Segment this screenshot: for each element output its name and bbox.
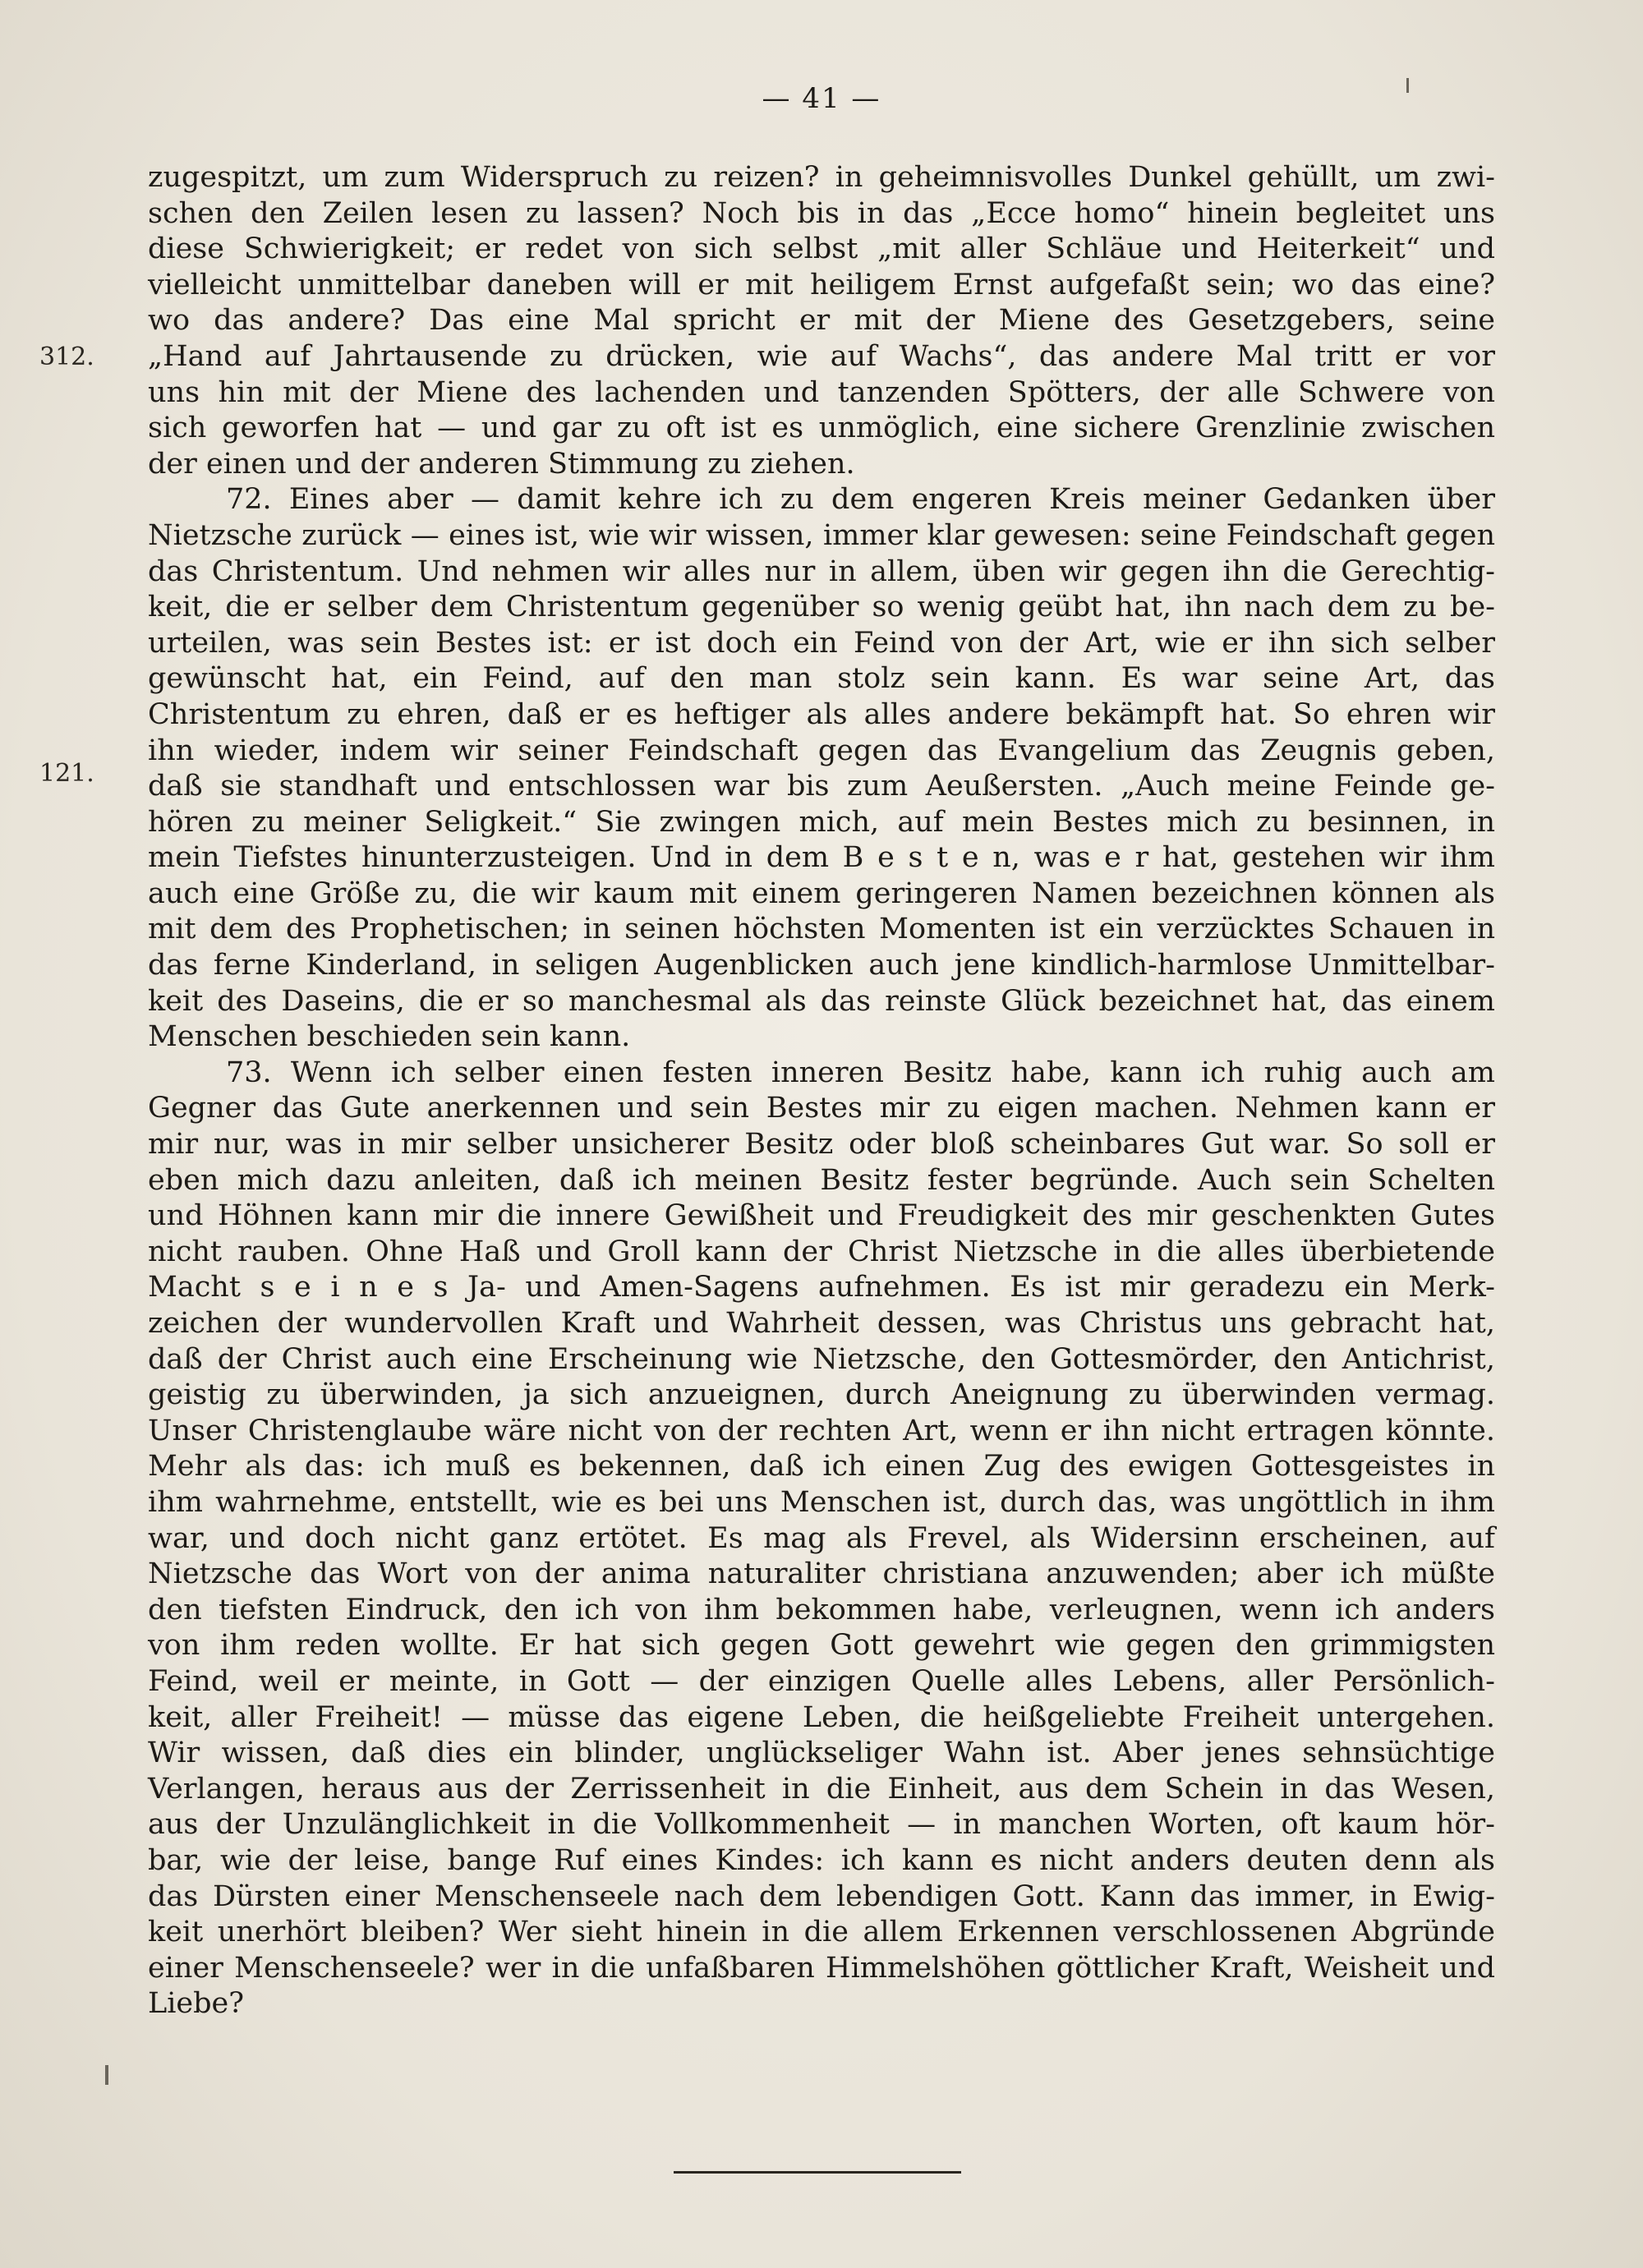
text-line: von ihm reden wollte. Er hat sich gegen Gott gewehrt wie gegen den grimmigsten xyxy=(148,1629,1495,1663)
text-line: daß sie standhaft und entschlossen war bis zum Aeußersten. „Auch meine Feinde ge- xyxy=(148,770,1495,803)
text-line: war, und doch nicht ganz ertötet. Es mag als Frevel, als Widersinn erscheinen, auf xyxy=(148,1521,1495,1555)
text-line: vielleicht unmittelbar daneben will er mit heiligem Ernst aufgefaßt sein; wo das eine? xyxy=(148,268,1495,301)
text-line: daß der Christ auch eine Erscheinung wie Nietzsche, den Gottesmörder, den Antichrist, xyxy=(148,1342,1495,1376)
text-line: Mehr als das: ich muß es bekennen, daß ich einen Zug des ewigen Gottesgeistes in xyxy=(148,1450,1495,1484)
text-line: Wir wissen, daß dies ein blinder, unglückseliger Wahn ist. Aber jenes sehnsüchtige xyxy=(148,1737,1495,1770)
page-mark xyxy=(105,2065,108,2085)
text-line: Christentum zu ehren, daß er es heftiger als alles andere bekämpft hat. So ehren wir xyxy=(148,697,1495,731)
text-line: Menschen beschieden sein kann. xyxy=(148,1020,631,1054)
text-line: Gegner das Gute anerkennen und sein Bestes mir zu eigen machen. Nehmen kann er xyxy=(148,1092,1495,1125)
margin-note-121: 121. xyxy=(39,759,94,788)
page-number: — 41 — xyxy=(762,82,881,115)
text-line: nicht rauben. Ohne Haß und Groll kann der Christ Nietzsche in die alles überbietende xyxy=(148,1235,1495,1268)
text-line: „Hand auf Jahrtausende zu drücken, wie auf Wachs“, das andere Mal tritt er vor xyxy=(148,339,1495,373)
text-line: zugespitzt, um zum Widerspruch zu reizen? in geheimnisvolles Dunkel gehüllt, um zwi- xyxy=(148,161,1495,194)
paragraph-73-start: 73. Wenn ich selber einen festen inneren Besitz habe, kann ich ruhig auch am xyxy=(226,1056,1495,1089)
text-line: Feind, weil er meinte, in Gott — der einzigen Quelle alles Lebens, aller Persönlich- xyxy=(148,1664,1495,1698)
text-line: bar, wie der leise, bange Ruf eines Kindes: ich kann es nicht anders deuten denn als xyxy=(148,1843,1495,1877)
text-line: Unser Christenglaube wäre nicht von der rechten Art, wenn er ihn nicht ertragen könnte. xyxy=(148,1414,1495,1447)
text-line: mein Tiefstes hinunterzusteigen. Und in dem B e s t e n, was e r hat, gestehen wir ihm xyxy=(148,841,1495,875)
margin-note-312: 312. xyxy=(39,343,94,371)
paragraph-72-start: 72. Eines aber — damit kehre ich zu dem engeren Kreis meiner Gedanken über xyxy=(226,483,1495,517)
text-line: und Höhnen kann mir die innere Gewißheit und Freudigkeit des mir geschenkten Gutes xyxy=(148,1199,1495,1233)
text-line: den tiefsten Eindruck, den ich von ihm bekommen habe, verleugnen, wenn ich anders xyxy=(148,1593,1495,1626)
footer-rule xyxy=(674,2171,961,2174)
text-line: diese Schwierigkeit; er redet von sich selbst „mit aller Schläue und Heiterkeit“ und xyxy=(148,232,1495,266)
text-line: Nietzsche das Wort von der anima naturaliter christiana anzuwenden; aber ich müßte xyxy=(148,1557,1495,1591)
text-line: uns hin mit der Miene des lachenden und tanzenden Spötters, der alle Schwere von xyxy=(148,375,1495,409)
text-line: urteilen, was sein Bestes ist: er ist doch ein Feind von der Art, wie er ihn sich selber xyxy=(148,626,1495,660)
text-line: Macht s e i n e s Ja- und Amen-Sagens aufnehmen. Es ist mir geradezu ein Merk- xyxy=(148,1271,1495,1304)
text-line: keit unerhört bleiben? Wer sieht hinein in die allem Erkennen verschlossenen Abgründe xyxy=(148,1916,1495,1949)
text-line: gewünscht hat, ein Feind, auf den man stolz sein kann. Es war seine Art, das xyxy=(148,662,1495,696)
text-line: keit, die er selber dem Christentum gegenüber so wenig geübt hat, ihn nach dem zu be- xyxy=(148,591,1495,624)
text-line: ihm wahrnehme, entstellt, wie es bei uns Menschen ist, durch das, was ungöttlich in ihm xyxy=(148,1485,1495,1519)
text-line: wo das andere? Das eine Mal spricht er mit der Miene des Gesetzgebers, seine xyxy=(148,304,1495,338)
text-line: hören zu meiner Seligkeit.“ Sie zwingen mich, auf mein Bestes mich zu besinnen, in xyxy=(148,805,1495,839)
text-line: aus der Unzulänglichkeit in die Vollkommenheit — in manchen Worten, oft kaum hör- xyxy=(148,1808,1495,1842)
text-line: Nietzsche zurück — eines ist, wie wir wissen, immer klar gewesen: seine Feindschaft gegen xyxy=(148,518,1495,552)
body-text xyxy=(148,160,1495,2022)
text-line: das ferne Kinderland, in seligen Augenblicken auch jene kindlich-harmlose Unmittelbar- xyxy=(148,949,1495,982)
text-line: geistig zu überwinden, ja sich anzueignen, durch Aneignung zu überwinden vermag. xyxy=(148,1378,1495,1412)
page-mark xyxy=(1406,78,1409,93)
text-line: der einen und der anderen Stimmung zu ziehen. xyxy=(148,447,855,481)
text-line: keit des Daseins, die er so manchesmal als das reinste Glück bezeichnet hat, das einem xyxy=(148,984,1495,1018)
text-line: das Christentum. Und nehmen wir alles nur in allem, üben wir gegen ihn die Gerechtig- xyxy=(148,554,1495,588)
text-line: einer Menschenseele? wer in die unfaßbaren Himmelshöhen göttlicher Kraft, Weisheit und xyxy=(148,1951,1495,1985)
text-line: zeichen der wundervollen Kraft und Wahrheit dessen, was Christus uns gebracht hat, xyxy=(148,1307,1495,1340)
text-line: eben mich dazu anleiten, daß ich meinen Besitz fester begründe. Auch sein Schelten xyxy=(148,1163,1495,1197)
text-line: Verlangen, heraus aus der Zerrissenheit in die Einheit, aus dem Schein in das Wesen, xyxy=(148,1772,1495,1806)
text-line: mit dem des Prophetischen; in seinen höchsten Momenten ist ein verzücktes Schauen in xyxy=(148,913,1495,946)
text-line: mir nur, was in mir selber unsicherer Besitz oder bloß scheinbares Gut war. So soll er xyxy=(148,1128,1495,1162)
text-line: sich geworfen hat — und gar zu oft ist es unmöglich, eine sichere Grenzlinie zwischen xyxy=(148,412,1495,445)
text-line: das Dürsten einer Menschenseele nach dem lebendigen Gott. Kann das immer, in Ewig- xyxy=(148,1879,1495,1913)
text-line: auch eine Größe zu, die wir kaum mit einem geringeren Namen bezeichnen können als xyxy=(148,876,1495,910)
text-line: ihn wieder, indem wir seiner Feindschaft gegen das Evangelium das Zeugnis geben, xyxy=(148,734,1495,767)
text-line: Liebe? xyxy=(148,1987,245,2021)
text-line: schen den Zeilen lesen zu lassen? Noch bis in das „Ecce homo“ hinein begleitet uns xyxy=(148,196,1495,230)
text-line: keit, aller Freiheit! — müsse das eigene Leben, die heißgeliebte Freiheit untergehen. xyxy=(148,1700,1495,1734)
